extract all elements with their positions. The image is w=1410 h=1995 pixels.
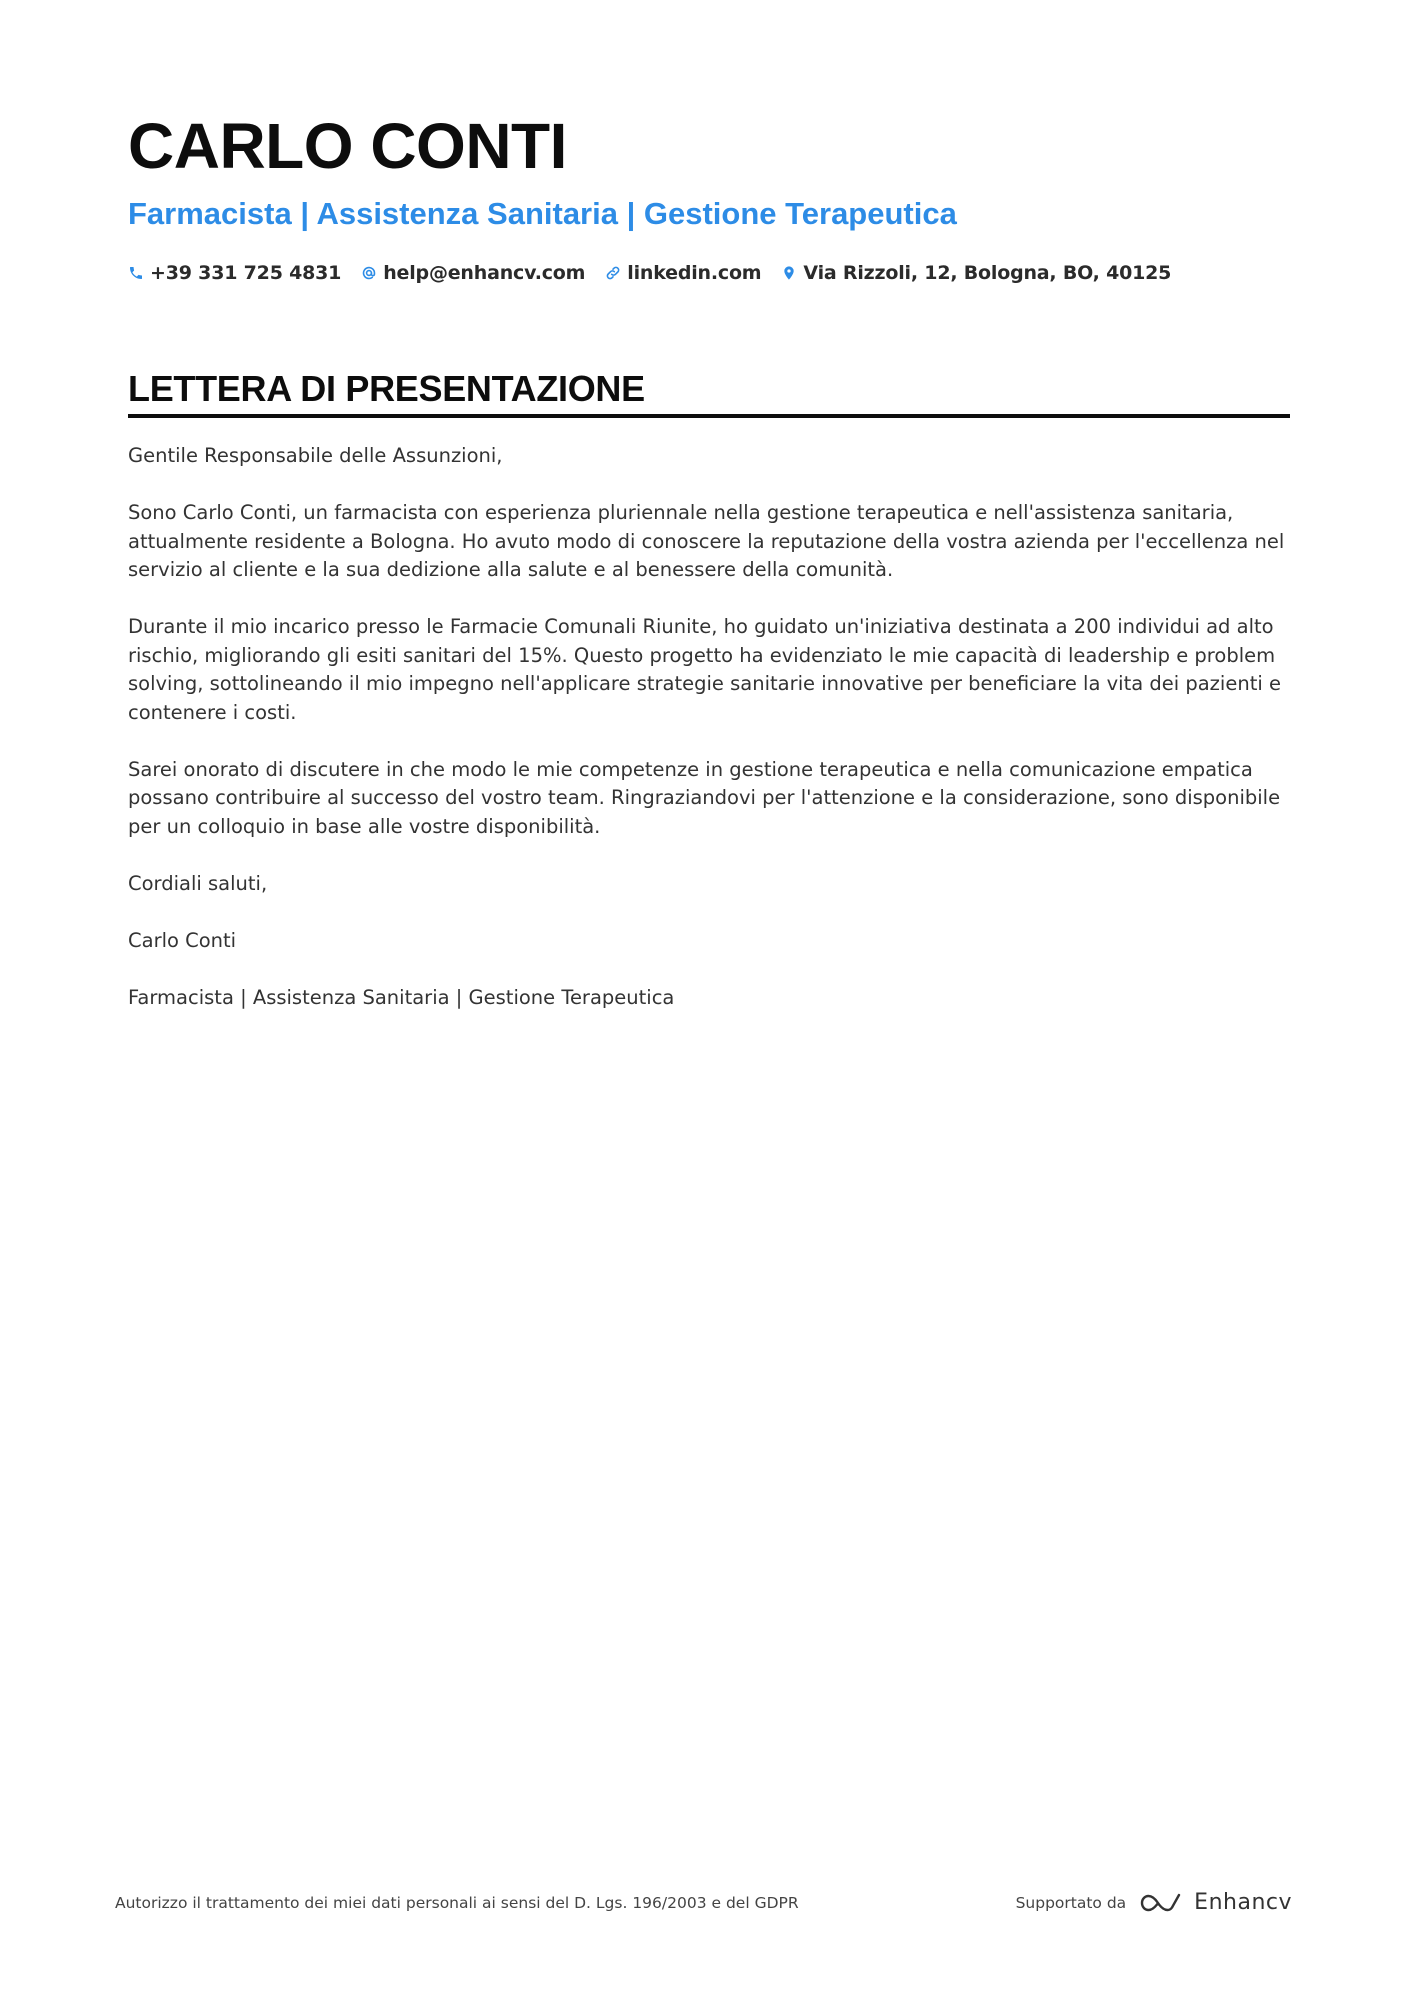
- candidate-headline: Farmacista | Assistenza Sanitaria | Gestione Terapeutica: [128, 196, 957, 231]
- contact-bar: [128, 260, 1288, 286]
- contact-email[interactable]: [361, 260, 585, 286]
- brand-name: Enhancv: [1194, 1890, 1292, 1915]
- letter-body: [128, 442, 1290, 1012]
- section-divider: [128, 414, 1290, 418]
- contact-linkedin[interactable]: [605, 260, 761, 286]
- contact-linkedin-text: linkedin.com: [627, 262, 762, 284]
- location-pin-icon: [781, 265, 797, 281]
- brand-logo: [1138, 1890, 1292, 1915]
- signature-title: Farmacista | Assistenza Sanitaria | Gestione Terapeutica: [128, 985, 675, 1009]
- powered-by[interactable]: [1016, 1890, 1292, 1915]
- cover-letter-section: [128, 368, 1290, 1041]
- phone-icon: [128, 265, 144, 281]
- at-icon: [361, 265, 377, 281]
- contact-email-text: help@enhancv.com: [383, 262, 586, 284]
- signature-name: Carlo Conti: [128, 928, 237, 952]
- link-icon: [605, 265, 621, 281]
- enhancv-logo-icon: [1138, 1891, 1184, 1915]
- section-title: LETTERA DI PRESENTAZIONE: [128, 368, 645, 409]
- letter-salutation: Gentile Responsabile delle Assunzioni,: [128, 444, 503, 467]
- candidate-name: CARLO CONTI: [128, 110, 567, 182]
- contact-address-text: Via Rizzoli, 12, Bologna, BO, 40125: [803, 262, 1172, 284]
- letter-closing: Cordiali saluti,: [128, 871, 268, 895]
- letter-paragraph-1: Sono Carlo Conti, un farmacista con esperienza pluriennale nella gestione terapeutica e nell'assistenza sanitaria, attualmente residente a Bologna. Ho avuto modo di conoscere la reputazione della vostra azienda per l'eccellenza nel servizio al cliente e la sua dedizione alla salute e al benessere della comunità.: [128, 501, 1285, 581]
- powered-by-label: Supportato da: [1015, 1893, 1127, 1912]
- footer: [115, 1890, 1292, 1915]
- header: [128, 108, 1288, 286]
- letter-paragraph-3: Sarei onorato di discutere in che modo le mie competenze in gestione terapeutica e nella comunicazione empatica possano contribuire al successo del vostro team. Ringraziandovi per l'attenzione e la considerazione, sono disponibile per un colloquio in base alle vostre disponibilità.: [128, 757, 1281, 838]
- letter-paragraph-2: Durante il mio incarico presso le Farmacie Comunali Riunite, ho guidato un'iniziativa destinata a 200 individui ad alto rischio, migliorando gli esiti sanitari del 15%. Questo progetto ha evidenziato le mie capacità di leadership e problem solving, sottolineando il mio impegno nell'applicare strategie sanitarie innovative per beneficiare la vita dei pazienti e contenere i costi.: [128, 615, 1281, 724]
- contact-address: [781, 260, 1171, 286]
- contact-phone-text: +39 331 725 4831: [150, 262, 342, 284]
- privacy-consent: Autorizzo il trattamento dei miei dati personali ai sensi del D. Lgs. 196/2003 e del GDPR: [115, 1893, 799, 1912]
- contact-phone[interactable]: [128, 260, 341, 286]
